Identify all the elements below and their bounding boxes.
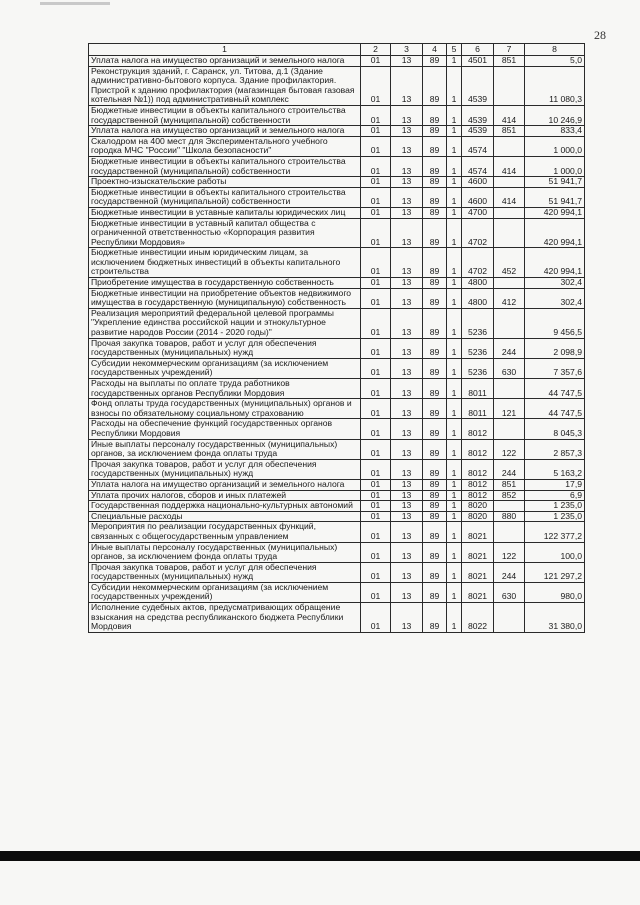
amount-cell: 1 235,0 bbox=[525, 501, 585, 512]
row-description-cell: Бюджетные инвестиции в уставный капитал общества с ограниченной ответственностью «Корпорация развития Республики Мордовия» bbox=[89, 218, 361, 248]
amount-cell: 302,4 bbox=[525, 288, 585, 308]
table-row bbox=[89, 126, 585, 137]
table-row bbox=[89, 459, 585, 479]
subsection-code-cell: 13 bbox=[391, 490, 423, 501]
expense-type-code-cell: 244 bbox=[494, 338, 525, 358]
expense-type-code-cell: 414 bbox=[494, 156, 525, 176]
row-description-cell: Государственная поддержка национально-культурных автономий bbox=[89, 501, 361, 512]
program-code-cell: 89 bbox=[423, 379, 447, 399]
direction-code-cell: 4702 bbox=[462, 248, 494, 278]
expense-type-code-cell bbox=[494, 218, 525, 248]
section-code-cell: 01 bbox=[361, 439, 391, 459]
amount-cell: 1 000,0 bbox=[525, 136, 585, 156]
subprogram-code-cell: 1 bbox=[447, 379, 462, 399]
subsection-code-cell: 13 bbox=[391, 511, 423, 522]
amount-cell: 51 941,7 bbox=[525, 177, 585, 188]
direction-code-cell: 4600 bbox=[462, 177, 494, 188]
row-description-cell: Мероприятия по реализации государственных функций, связанных с общегосударственным управлением bbox=[89, 522, 361, 542]
table-row bbox=[89, 501, 585, 512]
table-row bbox=[89, 439, 585, 459]
direction-code-cell: 4800 bbox=[462, 278, 494, 289]
table-row bbox=[89, 542, 585, 562]
section-code-cell: 01 bbox=[361, 288, 391, 308]
row-description-cell: Субсидии некоммерческим организациям (за исключением государственных учреждений) bbox=[89, 358, 361, 378]
section-code-cell: 01 bbox=[361, 459, 391, 479]
row-description-cell: Прочая закупка товаров, работ и услуг для обеспечения государственных (муниципальных) нужд bbox=[89, 459, 361, 479]
page-number: 28 bbox=[594, 28, 606, 42]
row-description-cell: Прочая закупка товаров, работ и услуг для обеспечения государственных (муниципальных) нужд bbox=[89, 338, 361, 358]
expense-type-code-cell bbox=[494, 207, 525, 218]
amount-cell: 44 747,5 bbox=[525, 379, 585, 399]
row-description-cell: Уплата налога на имущество организаций и земельного налога bbox=[89, 56, 361, 67]
scan-artifact bbox=[40, 2, 110, 5]
subsection-code-cell: 13 bbox=[391, 522, 423, 542]
program-code-cell: 89 bbox=[423, 562, 447, 582]
subprogram-code-cell: 1 bbox=[447, 218, 462, 248]
row-description-cell: Реализация мероприятий федеральной целевой программы "Укрепление единства российской нации и этнокультурное развитие народов России (2014 - 2020 годы)" bbox=[89, 308, 361, 338]
table-row bbox=[89, 419, 585, 439]
header-cell: 3 bbox=[391, 44, 423, 56]
table-row bbox=[89, 308, 585, 338]
section-code-cell: 01 bbox=[361, 501, 391, 512]
section-code-cell: 01 bbox=[361, 278, 391, 289]
header-cell: 1 bbox=[89, 44, 361, 56]
section-code-cell: 01 bbox=[361, 187, 391, 207]
section-code-cell: 01 bbox=[361, 399, 391, 419]
expense-type-code-cell: 414 bbox=[494, 105, 525, 125]
program-code-cell: 89 bbox=[423, 136, 447, 156]
program-code-cell: 89 bbox=[423, 358, 447, 378]
table-row bbox=[89, 187, 585, 207]
subprogram-code-cell: 1 bbox=[447, 56, 462, 67]
subsection-code-cell: 13 bbox=[391, 66, 423, 105]
table-row bbox=[89, 218, 585, 248]
row-description-cell: Специальные расходы bbox=[89, 511, 361, 522]
program-code-cell: 89 bbox=[423, 66, 447, 105]
direction-code-cell: 4501 bbox=[462, 56, 494, 67]
subsection-code-cell: 13 bbox=[391, 187, 423, 207]
row-description-cell: Бюджетные инвестиции в объекты капитального строительства государственной (муниципальной) собственности bbox=[89, 156, 361, 176]
subsection-code-cell: 13 bbox=[391, 278, 423, 289]
program-code-cell: 89 bbox=[423, 126, 447, 137]
table-row bbox=[89, 479, 585, 490]
section-code-cell: 01 bbox=[361, 136, 391, 156]
subsection-code-cell: 13 bbox=[391, 562, 423, 582]
row-description-cell: Иные выплаты персоналу государственных (муниципальных) органов, за исключением фонда оплаты труда bbox=[89, 439, 361, 459]
program-code-cell: 89 bbox=[423, 439, 447, 459]
expense-type-code-cell: 244 bbox=[494, 459, 525, 479]
amount-cell: 1 235,0 bbox=[525, 511, 585, 522]
program-code-cell: 89 bbox=[423, 207, 447, 218]
subsection-code-cell: 13 bbox=[391, 379, 423, 399]
expense-type-code-cell bbox=[494, 308, 525, 338]
section-code-cell: 01 bbox=[361, 379, 391, 399]
subsection-code-cell: 13 bbox=[391, 56, 423, 67]
section-code-cell: 01 bbox=[361, 207, 391, 218]
expense-type-code-cell: 122 bbox=[494, 542, 525, 562]
subsection-code-cell: 13 bbox=[391, 603, 423, 633]
direction-code-cell: 8012 bbox=[462, 459, 494, 479]
header-cell: 8 bbox=[525, 44, 585, 56]
row-description-cell: Фонд оплаты труда государственных (муниципальных) органов и взносы по обязательному социальному страхованию bbox=[89, 399, 361, 419]
amount-cell: 31 380,0 bbox=[525, 603, 585, 633]
direction-code-cell: 8021 bbox=[462, 522, 494, 542]
subprogram-code-cell: 1 bbox=[447, 177, 462, 188]
amount-cell: 7 357,6 bbox=[525, 358, 585, 378]
program-code-cell: 89 bbox=[423, 582, 447, 602]
amount-cell: 2 857,3 bbox=[525, 439, 585, 459]
direction-code-cell: 4539 bbox=[462, 126, 494, 137]
direction-code-cell: 4574 bbox=[462, 156, 494, 176]
subprogram-code-cell: 1 bbox=[447, 459, 462, 479]
amount-cell: 11 080,3 bbox=[525, 66, 585, 105]
subprogram-code-cell: 1 bbox=[447, 501, 462, 512]
direction-code-cell: 8020 bbox=[462, 511, 494, 522]
table-row bbox=[89, 490, 585, 501]
row-description-cell: Расходы на выплаты по оплате труда работников государственных органов Республики Мордовия bbox=[89, 379, 361, 399]
subsection-code-cell: 13 bbox=[391, 177, 423, 188]
program-code-cell: 89 bbox=[423, 542, 447, 562]
direction-code-cell: 8012 bbox=[462, 419, 494, 439]
subsection-code-cell: 13 bbox=[391, 479, 423, 490]
section-code-cell: 01 bbox=[361, 358, 391, 378]
section-code-cell: 01 bbox=[361, 542, 391, 562]
row-description-cell: Бюджетные инвестиции в уставные капиталы юридических лиц bbox=[89, 207, 361, 218]
subsection-code-cell: 13 bbox=[391, 419, 423, 439]
program-code-cell: 89 bbox=[423, 278, 447, 289]
direction-code-cell: 8012 bbox=[462, 479, 494, 490]
amount-cell: 2 098,9 bbox=[525, 338, 585, 358]
amount-cell: 1 000,0 bbox=[525, 156, 585, 176]
subsection-code-cell: 13 bbox=[391, 542, 423, 562]
header-cell: 2 bbox=[361, 44, 391, 56]
budget-table bbox=[88, 43, 585, 633]
direction-code-cell: 8012 bbox=[462, 439, 494, 459]
program-code-cell: 89 bbox=[423, 501, 447, 512]
section-code-cell: 01 bbox=[361, 66, 391, 105]
subsection-code-cell: 13 bbox=[391, 582, 423, 602]
subprogram-code-cell: 1 bbox=[447, 187, 462, 207]
subsection-code-cell: 13 bbox=[391, 218, 423, 248]
program-code-cell: 89 bbox=[423, 419, 447, 439]
row-description-cell: Иные выплаты персоналу государственных (муниципальных) органов, за исключением фонда оплаты труда bbox=[89, 542, 361, 562]
row-description-cell: Реконструкция зданий, г. Саранск, ул. Титова, д.1 (Здание административно-бытового корпуса. Здание профилактория. Пристрой к зданию профилактория (магазинщая бытовая газовая котельная №1)) под административный комплекс bbox=[89, 66, 361, 105]
program-code-cell: 89 bbox=[423, 490, 447, 501]
direction-code-cell: 4600 bbox=[462, 187, 494, 207]
program-code-cell: 89 bbox=[423, 187, 447, 207]
program-code-cell: 89 bbox=[423, 248, 447, 278]
subprogram-code-cell: 1 bbox=[447, 105, 462, 125]
expense-type-code-cell: 452 bbox=[494, 248, 525, 278]
direction-code-cell: 8021 bbox=[462, 542, 494, 562]
subprogram-code-cell: 1 bbox=[447, 278, 462, 289]
amount-cell: 51 941,7 bbox=[525, 187, 585, 207]
subprogram-code-cell: 1 bbox=[447, 308, 462, 338]
amount-cell: 17,9 bbox=[525, 479, 585, 490]
expense-type-code-cell bbox=[494, 136, 525, 156]
table-row bbox=[89, 278, 585, 289]
subsection-code-cell: 13 bbox=[391, 136, 423, 156]
table-row bbox=[89, 156, 585, 176]
expense-type-code-cell: 412 bbox=[494, 288, 525, 308]
subprogram-code-cell: 1 bbox=[447, 479, 462, 490]
row-description-cell: Приобретение имущества в государственную собственность bbox=[89, 278, 361, 289]
program-code-cell: 89 bbox=[423, 308, 447, 338]
row-description-cell: Бюджетные инвестиции иным юридическим лицам, за исключением бюджетных инвестиций в объекты капитального строительства bbox=[89, 248, 361, 278]
table-row bbox=[89, 399, 585, 419]
expense-type-code-cell bbox=[494, 419, 525, 439]
direction-code-cell: 8011 bbox=[462, 379, 494, 399]
subprogram-code-cell: 1 bbox=[447, 542, 462, 562]
amount-cell: 121 297,2 bbox=[525, 562, 585, 582]
table-row bbox=[89, 248, 585, 278]
direction-code-cell: 8021 bbox=[462, 582, 494, 602]
table-row bbox=[89, 207, 585, 218]
direction-code-cell: 5236 bbox=[462, 308, 494, 338]
table-row bbox=[89, 338, 585, 358]
row-description-cell: Бюджетные инвестиции в объекты капитального строительства государственной (муниципальной) собственности bbox=[89, 187, 361, 207]
amount-cell: 10 246,9 bbox=[525, 105, 585, 125]
subprogram-code-cell: 1 bbox=[447, 358, 462, 378]
table-row bbox=[89, 136, 585, 156]
subprogram-code-cell: 1 bbox=[447, 248, 462, 278]
subprogram-code-cell: 1 bbox=[447, 582, 462, 602]
expense-type-code-cell bbox=[494, 522, 525, 542]
program-code-cell: 89 bbox=[423, 288, 447, 308]
section-code-cell: 01 bbox=[361, 522, 391, 542]
subsection-code-cell: 13 bbox=[391, 459, 423, 479]
table-header-row bbox=[89, 44, 585, 56]
expense-type-code-cell bbox=[494, 379, 525, 399]
amount-cell: 980,0 bbox=[525, 582, 585, 602]
program-code-cell: 89 bbox=[423, 603, 447, 633]
section-code-cell: 01 bbox=[361, 582, 391, 602]
direction-code-cell: 4702 bbox=[462, 218, 494, 248]
section-code-cell: 01 bbox=[361, 419, 391, 439]
program-code-cell: 89 bbox=[423, 522, 447, 542]
section-code-cell: 01 bbox=[361, 156, 391, 176]
program-code-cell: 89 bbox=[423, 459, 447, 479]
direction-code-cell: 8011 bbox=[462, 399, 494, 419]
row-description-cell: Бюджетные инвестиции в объекты капитального строительства государственной (муниципальной) собственности bbox=[89, 105, 361, 125]
amount-cell: 6,9 bbox=[525, 490, 585, 501]
subprogram-code-cell: 1 bbox=[447, 399, 462, 419]
expense-type-code-cell: 244 bbox=[494, 562, 525, 582]
row-description-cell: Скалодром на 400 мест для Экспериментального учебного городка МЧС "России" "Школа безопасности" bbox=[89, 136, 361, 156]
program-code-cell: 89 bbox=[423, 56, 447, 67]
table-row bbox=[89, 288, 585, 308]
direction-code-cell: 4574 bbox=[462, 136, 494, 156]
table-row bbox=[89, 56, 585, 67]
program-code-cell: 89 bbox=[423, 156, 447, 176]
subprogram-code-cell: 1 bbox=[447, 439, 462, 459]
expense-type-code-cell bbox=[494, 603, 525, 633]
expense-type-code-cell: 121 bbox=[494, 399, 525, 419]
expense-type-code-cell: 414 bbox=[494, 187, 525, 207]
expense-type-code-cell: 630 bbox=[494, 582, 525, 602]
section-code-cell: 01 bbox=[361, 338, 391, 358]
program-code-cell: 89 bbox=[423, 218, 447, 248]
table-body bbox=[89, 56, 585, 633]
section-code-cell: 01 bbox=[361, 105, 391, 125]
table-row bbox=[89, 522, 585, 542]
amount-cell: 302,4 bbox=[525, 278, 585, 289]
subsection-code-cell: 13 bbox=[391, 399, 423, 419]
subsection-code-cell: 13 bbox=[391, 207, 423, 218]
amount-cell: 9 456,5 bbox=[525, 308, 585, 338]
direction-code-cell: 5236 bbox=[462, 338, 494, 358]
table-row bbox=[89, 562, 585, 582]
amount-cell: 5,0 bbox=[525, 56, 585, 67]
expense-type-code-cell: 851 bbox=[494, 479, 525, 490]
expense-type-code-cell bbox=[494, 177, 525, 188]
direction-code-cell: 4800 bbox=[462, 288, 494, 308]
row-description-cell: Субсидии некоммерческим организациям (за исключением государственных учреждений) bbox=[89, 582, 361, 602]
amount-cell: 420 994,1 bbox=[525, 207, 585, 218]
table-row bbox=[89, 177, 585, 188]
section-code-cell: 01 bbox=[361, 308, 391, 338]
direction-code-cell: 5236 bbox=[462, 358, 494, 378]
expense-type-code-cell bbox=[494, 66, 525, 105]
subsection-code-cell: 13 bbox=[391, 288, 423, 308]
subprogram-code-cell: 1 bbox=[447, 419, 462, 439]
amount-cell: 44 747,5 bbox=[525, 399, 585, 419]
section-code-cell: 01 bbox=[361, 248, 391, 278]
amount-cell: 420 994,1 bbox=[525, 218, 585, 248]
section-code-cell: 01 bbox=[361, 511, 391, 522]
section-code-cell: 01 bbox=[361, 562, 391, 582]
direction-code-cell: 8021 bbox=[462, 562, 494, 582]
direction-code-cell: 8020 bbox=[462, 501, 494, 512]
table-row bbox=[89, 105, 585, 125]
subsection-code-cell: 13 bbox=[391, 156, 423, 176]
row-description-cell: Исполнение судебных актов, предусматривающих обращение взыскания на средства республиканского бюджета Республики Мордовия bbox=[89, 603, 361, 633]
expense-type-code-cell: 851 bbox=[494, 56, 525, 67]
scan-border-bar bbox=[0, 851, 640, 861]
section-code-cell: 01 bbox=[361, 490, 391, 501]
amount-cell: 5 163,2 bbox=[525, 459, 585, 479]
subprogram-code-cell: 1 bbox=[447, 126, 462, 137]
table-row bbox=[89, 66, 585, 105]
subsection-code-cell: 13 bbox=[391, 501, 423, 512]
subprogram-code-cell: 1 bbox=[447, 338, 462, 358]
expense-type-code-cell: 851 bbox=[494, 126, 525, 137]
row-description-cell: Уплата прочих налогов, сборов и иных платежей bbox=[89, 490, 361, 501]
program-code-cell: 89 bbox=[423, 338, 447, 358]
subprogram-code-cell: 1 bbox=[447, 207, 462, 218]
subprogram-code-cell: 1 bbox=[447, 603, 462, 633]
header-cell: 7 bbox=[494, 44, 525, 56]
amount-cell: 100,0 bbox=[525, 542, 585, 562]
header-cell: 4 bbox=[423, 44, 447, 56]
table-row bbox=[89, 511, 585, 522]
subsection-code-cell: 13 bbox=[391, 126, 423, 137]
subprogram-code-cell: 1 bbox=[447, 511, 462, 522]
program-code-cell: 89 bbox=[423, 177, 447, 188]
section-code-cell: 01 bbox=[361, 177, 391, 188]
subsection-code-cell: 13 bbox=[391, 338, 423, 358]
program-code-cell: 89 bbox=[423, 105, 447, 125]
direction-code-cell: 4700 bbox=[462, 207, 494, 218]
row-description-cell: Проектно-изыскательские работы bbox=[89, 177, 361, 188]
subprogram-code-cell: 1 bbox=[447, 136, 462, 156]
subprogram-code-cell: 1 bbox=[447, 156, 462, 176]
section-code-cell: 01 bbox=[361, 218, 391, 248]
header-cell: 5 bbox=[447, 44, 462, 56]
subsection-code-cell: 13 bbox=[391, 358, 423, 378]
expense-type-code-cell: 852 bbox=[494, 490, 525, 501]
subsection-code-cell: 13 bbox=[391, 439, 423, 459]
section-code-cell: 01 bbox=[361, 126, 391, 137]
subprogram-code-cell: 1 bbox=[447, 522, 462, 542]
row-description-cell: Расходы на обеспечение функций государственных органов Республики Мордовия bbox=[89, 419, 361, 439]
direction-code-cell: 8012 bbox=[462, 490, 494, 501]
section-code-cell: 01 bbox=[361, 56, 391, 67]
row-description-cell: Уплата налога на имущество организаций и земельного налога bbox=[89, 479, 361, 490]
direction-code-cell: 4539 bbox=[462, 66, 494, 105]
subprogram-code-cell: 1 bbox=[447, 562, 462, 582]
subprogram-code-cell: 1 bbox=[447, 490, 462, 501]
row-description-cell: Бюджетные инвестиции на приобретение объектов недвижимого имущества в государственную (муниципальную) собственность bbox=[89, 288, 361, 308]
table-row bbox=[89, 603, 585, 633]
direction-code-cell: 4539 bbox=[462, 105, 494, 125]
subsection-code-cell: 13 bbox=[391, 308, 423, 338]
program-code-cell: 89 bbox=[423, 511, 447, 522]
row-description-cell: Уплата налога на имущество организаций и земельного налога bbox=[89, 126, 361, 137]
row-description-cell: Прочая закупка товаров, работ и услуг для обеспечения государственных (муниципальных) нужд bbox=[89, 562, 361, 582]
table-row bbox=[89, 358, 585, 378]
amount-cell: 833,4 bbox=[525, 126, 585, 137]
section-code-cell: 01 bbox=[361, 479, 391, 490]
direction-code-cell: 8022 bbox=[462, 603, 494, 633]
section-code-cell: 01 bbox=[361, 603, 391, 633]
expense-type-code-cell bbox=[494, 501, 525, 512]
subprogram-code-cell: 1 bbox=[447, 66, 462, 105]
subprogram-code-cell: 1 bbox=[447, 288, 462, 308]
table-row bbox=[89, 582, 585, 602]
expense-type-code-cell: 630 bbox=[494, 358, 525, 378]
program-code-cell: 89 bbox=[423, 479, 447, 490]
program-code-cell: 89 bbox=[423, 399, 447, 419]
expense-type-code-cell: 880 bbox=[494, 511, 525, 522]
subsection-code-cell: 13 bbox=[391, 105, 423, 125]
amount-cell: 420 994,1 bbox=[525, 248, 585, 278]
amount-cell: 8 045,3 bbox=[525, 419, 585, 439]
subsection-code-cell: 13 bbox=[391, 248, 423, 278]
header-cell: 6 bbox=[462, 44, 494, 56]
table-row bbox=[89, 379, 585, 399]
amount-cell: 122 377,2 bbox=[525, 522, 585, 542]
expense-type-code-cell: 122 bbox=[494, 439, 525, 459]
expense-type-code-cell bbox=[494, 278, 525, 289]
